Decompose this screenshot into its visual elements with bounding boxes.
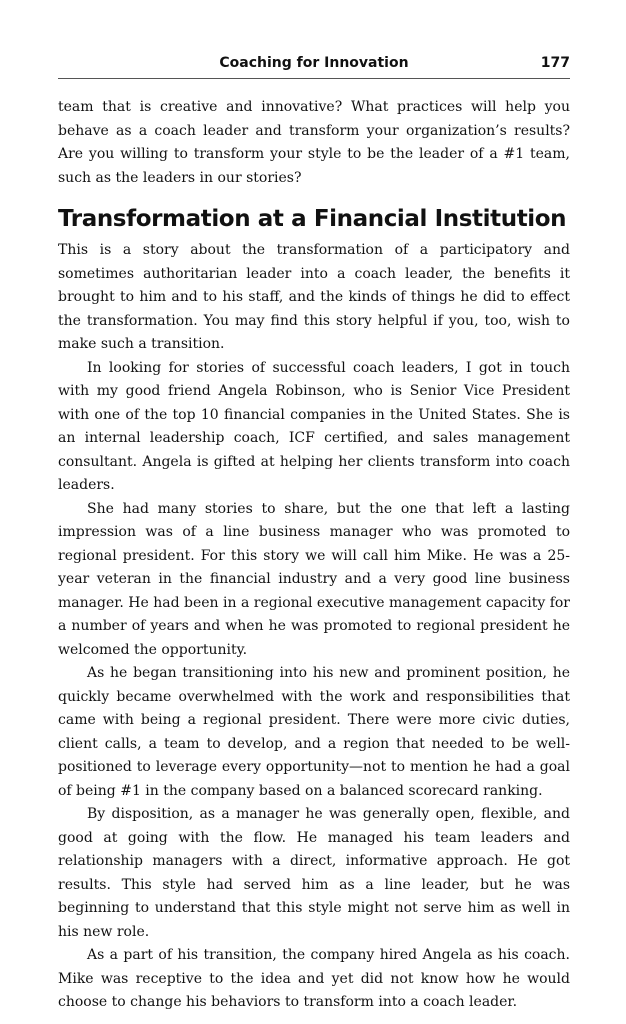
running-title: Coaching for Innovation (219, 55, 409, 71)
intro-paragraph: team that is creative and innovative? What practices will help you behave as a coach leader and transform your organization’s results? Are you willing to transform your style to be the leader of a #1 team, such as the leaders in our stories? (58, 99, 570, 186)
paragraph: By disposition, as a manager he was generally open, flexible, and good at going with the flow. He managed his team leaders and relationship managers with a direct, informative approach. He got results. This style had served him as a line leader, but he was beginning to understand that this style might not serve him as well in his new role. (58, 806, 570, 940)
paragraph: As a part of his transition, the company hired Angela as his coach. Mike was receptive to the idea and yet did not know how he would choose to change his behaviors to transform into a coach leader. (58, 947, 570, 1010)
page-number: 177 (540, 55, 570, 71)
section-heading: Transformation at a Financial Institution (58, 206, 567, 232)
running-header (58, 52, 570, 79)
paragraph: She had many stories to share, but the one that left a lasting impression was of a line business manager who was promoted to regional president. For this story we will call him Mike. He was a 25-year veteran in the financial industry and a very good line business manager. He had been in a regional executive management capacity for a number of years and when he was promoted to regional president he welcomed the opportunity. (58, 500, 570, 658)
body-text (58, 96, 570, 1015)
paragraph: This is a story about the transformation of a participatory and sometimes authoritarian leader into a coach leader, the benefits it brought to him and to his staff, and the kinds of things he did to effect the transformation. You may find this story helpful if you, too, wish to make such a transition. (58, 242, 570, 352)
paragraph: As he began transitioning into his new and prominent position, he quickly became overwhelmed with the work and responsibilities that came with being a regional president. There were more civic duties, client calls, a team to develop, and a region that needed to be well-positioned to leverage every opportunity—not to mention he had a goal of being #1 in the company based on a balanced scorecard ranking. (58, 665, 570, 799)
book-page (58, 0, 570, 1024)
paragraph: In looking for stories of successful coach leaders, I got in touch with my good friend Angela Robinson, who is Senior Vice President with one of the top 10 financial companies in the United States. She is an internal leadership coach, ICF certified, and sales management consultant. Angela is gifted at helping her clients transform into coach leaders. (58, 359, 570, 493)
